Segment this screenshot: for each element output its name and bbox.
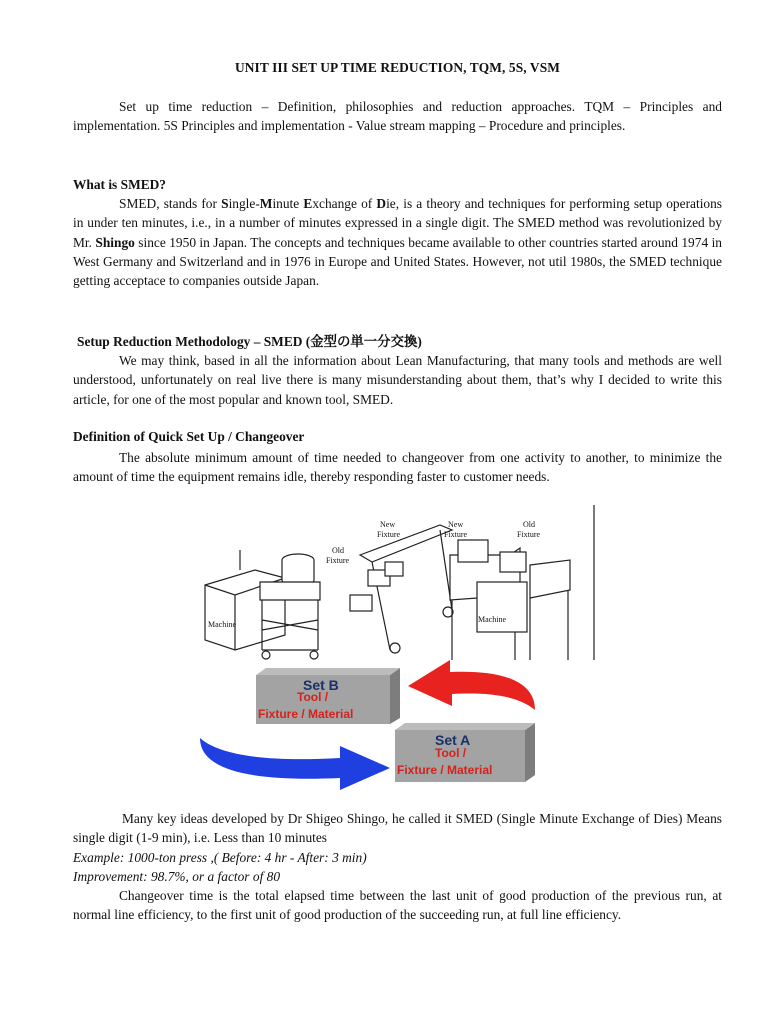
smed-text-5: ie, is a theory and techniques for performing setup operations in under ten minutes, i.e., in a number of minutes expressed in a single digit. The SMED method was revolutionized by Mr.	[73, 196, 723, 250]
smed-text-6: since 1950 in Japan. The concepts and techniques became available to other countries started around 1974 in West Germany and Switzerland and in 1976 in Europe and United States. However, not util 1980s, the SMED technique getting acceptace to companies outside Japan.	[73, 234, 722, 289]
smed-letter-s: S	[221, 196, 229, 211]
set-a-title: Set A	[435, 732, 471, 748]
definition-paragraph	[73, 448, 722, 487]
label-new-fixture-1: New	[380, 520, 396, 529]
set-a-line2: Fixture / Material	[397, 763, 493, 777]
label-machine-1: Machine	[208, 620, 236, 629]
label-old-fixture-2b: Fixture	[517, 530, 541, 539]
methodology-paragraph	[73, 351, 722, 409]
changeover-text: Changeover time is the total elapsed time between the last unit of good production of the previous run, at normal line efficiency, to the first unit of good production of the succeeding run, at full line efficiency.	[73, 888, 722, 923]
set-a-line1: Tool /	[435, 746, 467, 760]
page-title: UNIT III SET UP TIME REDUCTION, TQM, 5S, VSM	[235, 60, 560, 75]
set-b-line2: Fixture / Material	[258, 707, 354, 721]
smed-shingo: Shingo	[95, 234, 135, 250]
improvement-line: Improvement: 98.7%, or a factor of 80	[73, 869, 281, 884]
label-new-fixture-2: New	[448, 520, 464, 529]
smed-text-4: xchange of	[312, 196, 377, 211]
label-machine-2: Machine	[478, 615, 506, 624]
set-a-box	[395, 723, 535, 782]
label-old-fixture-2: Old	[523, 520, 535, 529]
red-arrow	[408, 660, 535, 710]
intro-paragraph	[73, 97, 722, 136]
smed-text-2: ingle-	[228, 196, 260, 211]
smed-letter-m: M	[259, 196, 273, 211]
smed-text-1: SMED, stands for	[119, 196, 222, 211]
label-new-fixture-1b: Fixture	[377, 530, 401, 539]
key-ideas-text: Many key ideas developed by Dr Shigeo Shingo, he called it SMED (Single Minute Exchange of Dies) Means single digit (1-9 min), i.e. Less than 10 minutes	[73, 811, 722, 846]
changeover-paragraph	[73, 886, 722, 925]
set-b-title: Set B	[303, 677, 339, 693]
intro-text: Set up time reduction – Definition, philosophies and reduction approaches. TQM – Principles and implementation. 5S Principles and implementation - Value stream mapping – Procedure and principles.	[73, 99, 722, 134]
machine-drawing	[205, 505, 594, 660]
label-old-fixture-1b: Fixture	[326, 556, 350, 565]
smed-heading: What is SMED?	[73, 177, 167, 192]
set-b-box	[256, 668, 400, 724]
blue-arrow	[200, 738, 390, 790]
methodology-text: We may think, based in all the information about Lean Manufacturing, that many tools and methods are well understood, unfortunately on real live there is many misunderstanding about them, that’s why I decided to write this article, for one of the most popular and known tool, SMED.	[73, 353, 722, 407]
smed-letter-e: E	[303, 196, 313, 211]
smed-letter-d: D	[376, 196, 387, 211]
smed-changeover-figure	[190, 500, 610, 790]
smed-text-3: inute	[272, 196, 304, 211]
example-line: Example: 1000-ton press ,( Before: 4 hr - After: 3 min)	[73, 850, 367, 865]
definition-text: The absolute minimum amount of time needed to changeover from one activity to another, to minimize the amount of time the equipment remains idle, thereby responding faster to customer needs.	[73, 450, 722, 485]
label-old-fixture-1: Old	[332, 546, 344, 555]
definition-heading: Definition of Quick Set Up / Changeover	[73, 429, 305, 444]
set-b-line1: Tool /	[297, 690, 329, 704]
label-new-fixture-2b: Fixture	[444, 530, 468, 539]
methodology-heading: Setup Reduction Methodology – SMED (金型の単一分交換)	[77, 334, 422, 349]
smed-paragraph	[73, 194, 722, 290]
key-ideas-paragraph	[73, 809, 722, 848]
